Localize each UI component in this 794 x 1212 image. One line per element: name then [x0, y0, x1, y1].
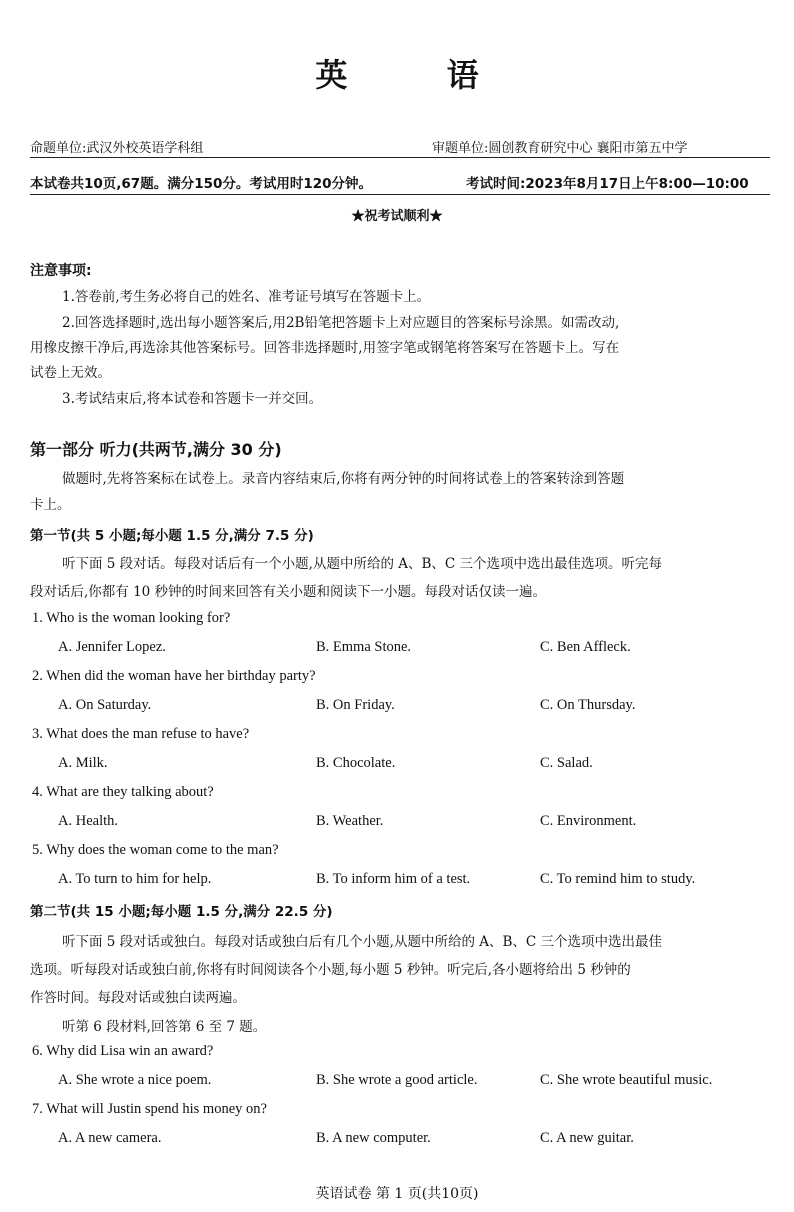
option-c: C. She wrote beautiful music.	[540, 1072, 713, 1088]
option-b: B. A new computer.	[316, 1130, 431, 1146]
note-line: 试卷上无效。	[30, 365, 111, 381]
part1-heading: 第一部分 听力(共两节,满分 30 分)	[30, 440, 282, 459]
option-b: B. She wrote a good article.	[316, 1072, 478, 1088]
question-2: 2. When did the woman have her birthday party?	[32, 668, 316, 684]
option-c: C. Environment.	[540, 813, 637, 829]
option-b: B. Weather.	[316, 813, 384, 829]
section2-instructions: 听下面 5 段对话或独白。每段对话或独白后有几个小题,从题中所给的 A、B、C 三个选项中选出最佳	[62, 934, 663, 950]
note-line: 1.答卷前,考生务必将自己的姓名、准考证号填写在答题卡上。	[62, 289, 431, 305]
notes-heading: 注意事项:	[30, 263, 92, 279]
note-line: 3.考试结束后,将本试卷和答题卡一并交回。	[62, 391, 323, 407]
option-b: B. Chocolate.	[316, 755, 396, 771]
option-c: C. A new guitar.	[540, 1130, 634, 1146]
question-3: 3. What does the man refuse to have?	[32, 726, 250, 742]
question-7: 7. What will Justin spend his money on?	[32, 1101, 267, 1117]
option-a: A. Milk.	[58, 755, 108, 771]
option-a: A. Jennifer Lopez.	[58, 639, 166, 655]
section2-instructions: 选项。听每段对话或独白前,你将有时间阅读各个小题,每小题 5 秒钟。听完后,各小题将给出 5 秒钟的	[30, 962, 631, 978]
setter-unit: 命题单位:武汉外校英语学科组	[30, 141, 204, 156]
option-b: B. Emma Stone.	[316, 639, 412, 655]
option-c: C. Salad.	[540, 755, 593, 771]
note-line: 2.回答选择题时,选出每小题答案后,用2B铅笔把答题卡上对应题目的答案标号涂黑。如需改动,	[62, 315, 620, 331]
option-a: A. On Saturday.	[58, 697, 152, 713]
section2-heading: 第二节(共 15 小题;每小题 1.5 分,满分 22.5 分)	[30, 904, 333, 920]
reviewer-unit: 审题单位:圆创教育研究中心 襄阳市第五中学	[432, 141, 688, 156]
page-title: 英 语	[315, 56, 523, 94]
exam-summary: 本试卷共10页,67题。满分150分。考试用时120分钟。	[30, 176, 373, 192]
good-luck-wish: ★祝考试顺利★	[351, 209, 443, 224]
part1-intro: 卡上。	[30, 497, 71, 513]
option-a: A. She wrote a nice poem.	[58, 1072, 212, 1088]
header-divider	[30, 157, 770, 158]
option-a: A. To turn to him for help.	[58, 871, 212, 887]
page-footer: 英语试卷 第 1 页(共10页)	[315, 1186, 479, 1202]
question-1: 1. Who is the woman looking for?	[32, 610, 231, 626]
section1-heading: 第一节(共 5 小题;每小题 1.5 分,满分 7.5 分)	[30, 528, 314, 544]
section1-instructions: 听下面 5 段对话。每段对话后有一个小题,从题中所给的 A、B、C 三个选项中选出最佳选项。听完每	[62, 556, 663, 572]
option-a: A. A new camera.	[58, 1130, 162, 1146]
material-note: 听第 6 段材料,回答第 6 至 7 题。	[62, 1019, 267, 1035]
question-6: 6. Why did Lisa win an award?	[32, 1043, 214, 1059]
exam-time: 考试时间:2023年8月17日上午8:00—10:00	[466, 176, 749, 192]
section1-instructions: 段对话后,你都有 10 秒钟的时间来回答有关小题和阅读下一小题。每段对话仅读一遍。	[30, 584, 547, 600]
option-c: C. To remind him to study.	[540, 871, 696, 887]
option-c: C. Ben Affleck.	[540, 639, 631, 655]
part1-intro: 做题时,先将答案标在试卷上。录音内容结束后,你将有两分钟的时间将试卷上的答案转涂到答题	[62, 471, 625, 487]
info-divider	[30, 194, 770, 195]
option-b: B. On Friday.	[316, 697, 395, 713]
question-4: 4. What are they talking about?	[32, 784, 214, 800]
question-5: 5. Why does the woman come to the man?	[32, 842, 279, 858]
option-c: C. On Thursday.	[540, 697, 636, 713]
option-b: B. To inform him of a test.	[316, 871, 471, 887]
section2-instructions: 作答时间。每段对话或独白读两遍。	[30, 990, 246, 1006]
note-line: 用橡皮擦干净后,再选涂其他答案标号。回答非选择题时,用签字笔或钢笔将答案写在答题卡上。写在	[30, 340, 620, 356]
option-a: A. Health.	[58, 813, 118, 829]
